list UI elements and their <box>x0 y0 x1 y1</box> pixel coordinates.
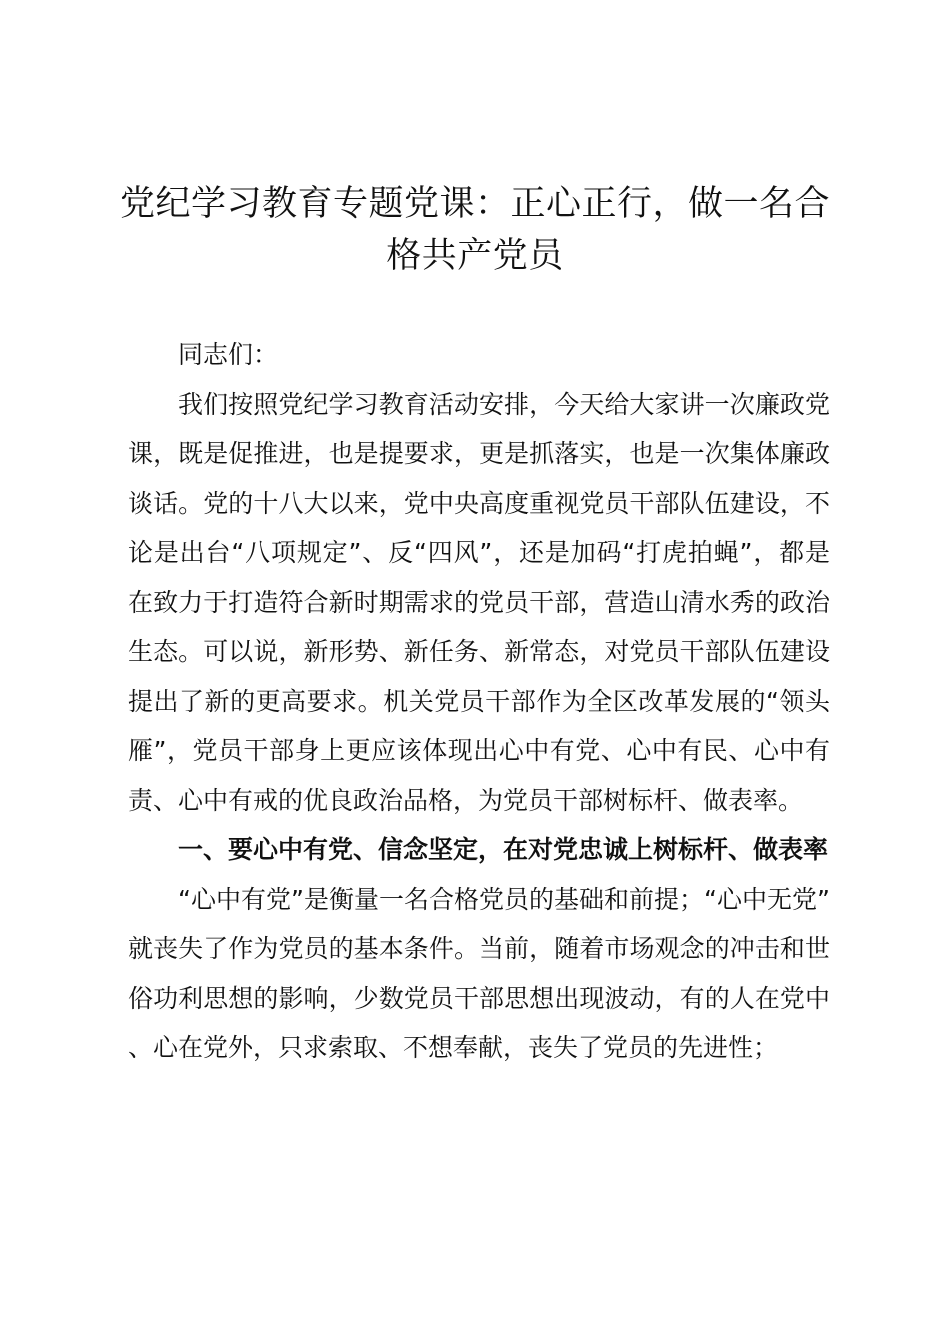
paragraph-intro: 我们按照党纪学习教育活动安排，今天给大家讲一次廉政党课，既是促推进，也是提要求，更是抓落实，也是一次集体廉政谈话。党的十八大以来，党中央高度重视党员干部队伍建设，不论是出台“八项规定”、反“四风”，还是加码“打虎拍蝇”，都是在致力于打造符合新时期需求的党员干部，营造山清水秀的政治生态。可以说，新形势、新任务、新常态，对党员干部队伍建设提出了新的更高要求。机关党员干部作为全区改革发展的“领头雁”，党员干部身上更应该体现出心中有党、心中有民、心中有责、心中有戒的优良政治品格，为党员干部树标杆、做表率。 <box>128 389 830 815</box>
paragraph-section-1: “心中有党”是衡量一名合格党员的基础和前提；“心中无党”就丧失了作为党员的基本条件。当前，随着市场观念的冲击和世俗功利思想的影响，少数党员干部思想出现波动，有的人在党中、心在党外，只求索取、不想奉献，丧失了党员的先进性； <box>128 884 830 1062</box>
title-line-1: 党纪学习教育专题党课：正心正行，做一名合 <box>119 184 830 224</box>
document-body <box>128 330 830 1073</box>
salutation: 同志们： <box>178 340 279 369</box>
section-heading-1: 一、要心中有党、信念坚定，在对党忠诚上树标杆、做表率 <box>178 835 829 864</box>
document-title <box>100 178 850 282</box>
title-line-2: 格共产党员 <box>386 236 564 276</box>
